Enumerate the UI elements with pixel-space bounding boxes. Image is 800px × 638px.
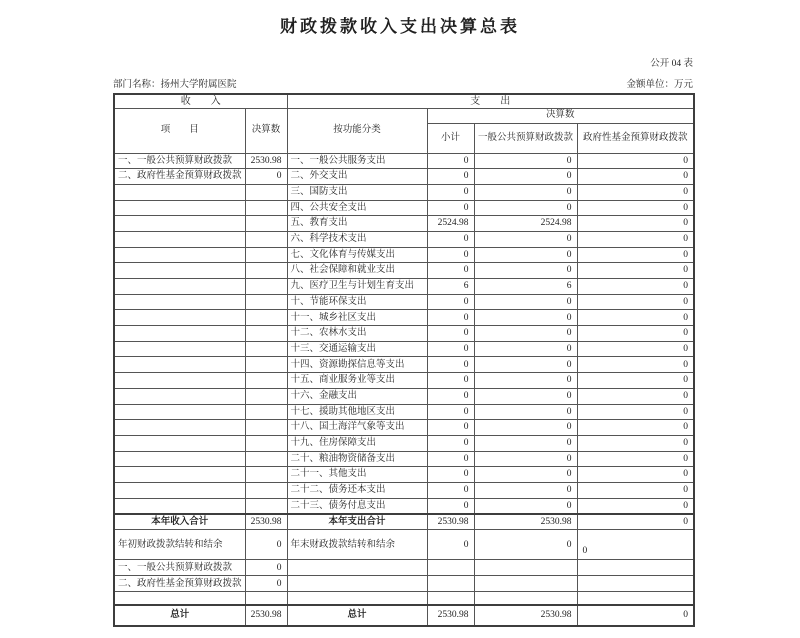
gov-fund-cell: 0 [577,153,694,169]
subtotal-cell: 0 [427,341,474,357]
function-item-cell: 十六、金融支出 [287,388,427,404]
empty-cell [114,592,245,605]
table-row [114,435,694,451]
empty-cell [245,592,287,605]
function-column-header: 按功能分类 [287,108,427,153]
function-item-cell: 二十、粮油物资储备支出 [287,451,427,467]
table-row [114,498,694,514]
general-budget-cell: 2524.98 [474,216,577,232]
income-item-cell [114,231,245,247]
grand-fund: 0 [577,605,694,626]
table-row [114,357,694,373]
detail-general-cell [474,560,577,576]
carryover-end-subtotal: 0 [427,530,474,560]
table-row [114,294,694,310]
subtotal-cell: 0 [427,451,474,467]
general-budget-cell: 0 [474,357,577,373]
subtotal-cell: 0 [427,467,474,483]
income-value-cell [245,451,287,467]
subtotal-cell: 0 [427,153,474,169]
subtotal-cell: 0 [427,357,474,373]
income-section-header: 收 入 [114,94,287,108]
empty-cell [287,592,427,605]
detail-function-cell [287,576,427,592]
general-budget-cell: 0 [474,231,577,247]
subtotal-cell: 0 [427,231,474,247]
general-budget-cell: 0 [474,263,577,279]
general-budget-cell: 0 [474,247,577,263]
general-budget-cell: 0 [474,153,577,169]
income-item-cell [114,294,245,310]
page-title: 财政拨款收入支出决算总表 [280,17,520,36]
gov-fund-cell: 0 [577,310,694,326]
general-budget-cell: 0 [474,498,577,514]
function-item-cell: 二、外交支出 [287,169,427,185]
income-value-cell [245,420,287,436]
income-item-cell [114,451,245,467]
table-row [114,231,694,247]
income-value-cell [245,216,287,232]
table-row [114,467,694,483]
income-item-cell [114,341,245,357]
annual-total-row [114,514,694,530]
expense-total-label: 本年支出合计 [287,514,427,530]
income-value-cell [245,326,287,342]
table-row [114,326,694,342]
detail-subtotal-cell [427,560,474,576]
gov-fund-cell: 0 [577,326,694,342]
gov-fund-cell: 0 [577,420,694,436]
income-value-cell [245,263,287,279]
general-budget-cell: 0 [474,341,577,357]
income-item-cell [114,357,245,373]
function-item-cell: 十一、城乡社区支出 [287,310,427,326]
income-value-cell [245,373,287,389]
income-value-cell [245,357,287,373]
table-number: 公开 04 表 [650,59,693,69]
table-row [114,388,694,404]
detail-general-cell [474,576,577,592]
subtotal-cell: 0 [427,200,474,216]
income-item-cell [114,216,245,232]
income-value-cell [245,482,287,498]
table-row [114,279,694,295]
income-value-cell [245,310,287,326]
income-total-value: 2530.98 [245,514,287,530]
gov-fund-cell: 0 [577,263,694,279]
expense-fund: 0 [577,514,694,530]
expense-section-header: 支 出 [287,94,694,108]
income-item-cell [114,498,245,514]
gov-fund-cell: 0 [577,467,694,483]
subtotal-cell: 0 [427,435,474,451]
table-row [114,247,694,263]
function-item-cell: 七、文化体育与传媒支出 [287,247,427,263]
income-item-cell [114,420,245,436]
unit-label: 金额单位：万元 [626,80,693,90]
general-budget-cell: 0 [474,310,577,326]
general-budget-cell: 0 [474,388,577,404]
table-row [114,216,694,232]
income-value-cell [245,279,287,295]
detail-label: 一、一般公共预算财政拨款 [114,560,245,576]
gov-fund-cell: 0 [577,357,694,373]
subtotal-cell: 0 [427,404,474,420]
function-item-cell: 二十一、其他支出 [287,467,427,483]
table-row [114,341,694,357]
subtotal-cell: 0 [427,294,474,310]
income-item-cell [114,310,245,326]
income-value-cell [245,231,287,247]
table-row [114,451,694,467]
subtotal-column-header: 小计 [427,123,474,153]
general-budget-cell: 0 [474,420,577,436]
grand-income-value: 2530.98 [245,605,287,626]
general-budget-column-header: 一般公共预算财政拨款 [474,123,577,153]
item-column-header: 项 目 [114,108,245,153]
function-item-cell: 十五、商业服务业等支出 [287,373,427,389]
header-row-2 [114,108,694,123]
table-row [114,169,694,185]
function-item-cell: 四、公共安全支出 [287,200,427,216]
expense-subtotal: 2530.98 [427,514,474,530]
grand-income-label: 总计 [114,605,245,626]
general-budget-cell: 0 [474,184,577,200]
subtotal-cell: 2524.98 [427,216,474,232]
table-row [114,184,694,200]
income-item-cell [114,482,245,498]
detail-label: 二、政府性基金预算财政拨款 [114,576,245,592]
detail-fund-cell [577,576,694,592]
carryover-row [114,530,694,560]
function-item-cell: 二十二、债务还本支出 [287,482,427,498]
general-budget-cell: 0 [474,294,577,310]
meta-row [113,76,693,90]
income-value-cell [245,467,287,483]
general-budget-cell: 0 [474,467,577,483]
gov-fund-cell: 0 [577,231,694,247]
grand-subtotal: 2530.98 [427,605,474,626]
income-value-cell [245,404,287,420]
general-budget-cell: 6 [474,279,577,295]
gov-fund-cell: 0 [577,279,694,295]
gov-fund-cell: 0 [577,373,694,389]
function-item-cell: 二十三、债务付息支出 [287,498,427,514]
income-total-label: 本年收入合计 [114,514,245,530]
subtotal-cell: 0 [427,263,474,279]
income-value-cell [245,341,287,357]
general-budget-cell: 0 [474,482,577,498]
carryover-begin-value: 0 [245,530,287,560]
function-item-cell: 九、医疗卫生与计划生育支出 [287,279,427,295]
income-item-cell [114,247,245,263]
general-budget-cell: 0 [474,451,577,467]
grand-expense-label: 总计 [287,605,427,626]
carryover-end-general: 0 [474,530,577,560]
income-item-cell [114,184,245,200]
empty-cell [577,592,694,605]
gov-fund-cell: 0 [577,247,694,263]
table-row [114,263,694,279]
expense-amount-band-header: 决算数 [427,108,694,123]
gov-fund-cell: 0 [577,498,694,514]
gov-fund-cell: 0 [577,404,694,420]
subtotal-cell: 0 [427,247,474,263]
subtotal-cell: 0 [427,373,474,389]
income-item-cell [114,435,245,451]
income-amount-column-header: 决算数 [245,108,287,153]
table-row [114,153,694,169]
gov-fund-cell: 0 [577,294,694,310]
general-budget-cell: 0 [474,326,577,342]
function-item-cell: 六、科学技术支出 [287,231,427,247]
gov-fund-cell: 0 [577,200,694,216]
subtotal-cell: 0 [427,310,474,326]
table-row [114,482,694,498]
gov-fund-column-header: 政府性基金预算财政拨款 [577,123,694,153]
income-value-cell [245,388,287,404]
carryover-detail-row [114,560,694,576]
income-item-cell [114,388,245,404]
gov-fund-cell: 0 [577,435,694,451]
function-item-cell: 十三、交通运输支出 [287,341,427,357]
carryover-begin-label: 年初财政拨款结转和结余 [114,530,245,560]
general-budget-cell: 0 [474,404,577,420]
income-value-cell [245,247,287,263]
function-item-cell: 三、国防支出 [287,184,427,200]
subtotal-cell: 0 [427,169,474,185]
carryover-end-label: 年末财政拨款结转和结余 [287,530,427,560]
function-item-cell: 十八、国土海洋气象等支出 [287,420,427,436]
income-value-cell [245,498,287,514]
general-budget-cell: 0 [474,435,577,451]
income-value-cell: 2530.98 [245,153,287,169]
subtotal-cell: 0 [427,420,474,436]
income-item-cell [114,404,245,420]
general-budget-cell: 0 [474,169,577,185]
empty-row [114,592,694,605]
general-budget-cell: 0 [474,200,577,216]
function-item-cell: 十二、农林水支出 [287,326,427,342]
detail-fund-cell [577,560,694,576]
gov-fund-cell: 0 [577,341,694,357]
gov-fund-cell: 0 [577,184,694,200]
function-item-cell: 一、一般公共服务支出 [287,153,427,169]
carryover-detail-row [114,576,694,592]
gov-fund-cell: 0 [577,169,694,185]
detail-value: 0 [245,576,287,592]
income-item-cell: 二、政府性基金预算财政拨款 [114,169,245,185]
income-item-cell [114,279,245,295]
function-item-cell: 十九、住房保障支出 [287,435,427,451]
income-item-cell [114,263,245,279]
empty-cell [474,592,577,605]
department-name: 部门名称：扬州大学附属医院 [113,80,237,90]
grand-general: 2530.98 [474,605,577,626]
table-row [114,404,694,420]
subtotal-cell: 0 [427,326,474,342]
carryover-end-fund: 0 [577,530,694,560]
income-value-cell [245,294,287,310]
gov-fund-cell: 0 [577,216,694,232]
subtotal-cell: 0 [427,388,474,404]
subtotal-cell: 0 [427,184,474,200]
income-item-cell: 一、一般公共预算财政拨款 [114,153,245,169]
table-row [114,200,694,216]
empty-cell [427,592,474,605]
income-item-cell [114,467,245,483]
expense-general: 2530.98 [474,514,577,530]
income-value-cell: 0 [245,169,287,185]
income-item-cell [114,373,245,389]
header-row-1 [114,94,694,108]
income-item-cell [114,326,245,342]
table-row [114,373,694,389]
detail-function-cell [287,560,427,576]
table-row [114,310,694,326]
function-item-cell: 八、社会保障和就业支出 [287,263,427,279]
detail-subtotal-cell [427,576,474,592]
function-item-cell: 五、教育支出 [287,216,427,232]
grand-total-row [114,605,694,626]
table-row [114,420,694,436]
detail-value: 0 [245,560,287,576]
income-value-cell [245,435,287,451]
income-value-cell [245,200,287,216]
budget-table [113,93,695,627]
general-budget-cell: 0 [474,373,577,389]
income-value-cell [245,184,287,200]
subtotal-cell: 0 [427,498,474,514]
subtotal-cell: 6 [427,279,474,295]
income-item-cell [114,200,245,216]
function-item-cell: 十七、援助其他地区支出 [287,404,427,420]
subtotal-cell: 0 [427,482,474,498]
function-item-cell: 十、节能环保支出 [287,294,427,310]
function-item-cell: 十四、资源勘探信息等支出 [287,357,427,373]
gov-fund-cell: 0 [577,388,694,404]
gov-fund-cell: 0 [577,451,694,467]
gov-fund-cell: 0 [577,482,694,498]
